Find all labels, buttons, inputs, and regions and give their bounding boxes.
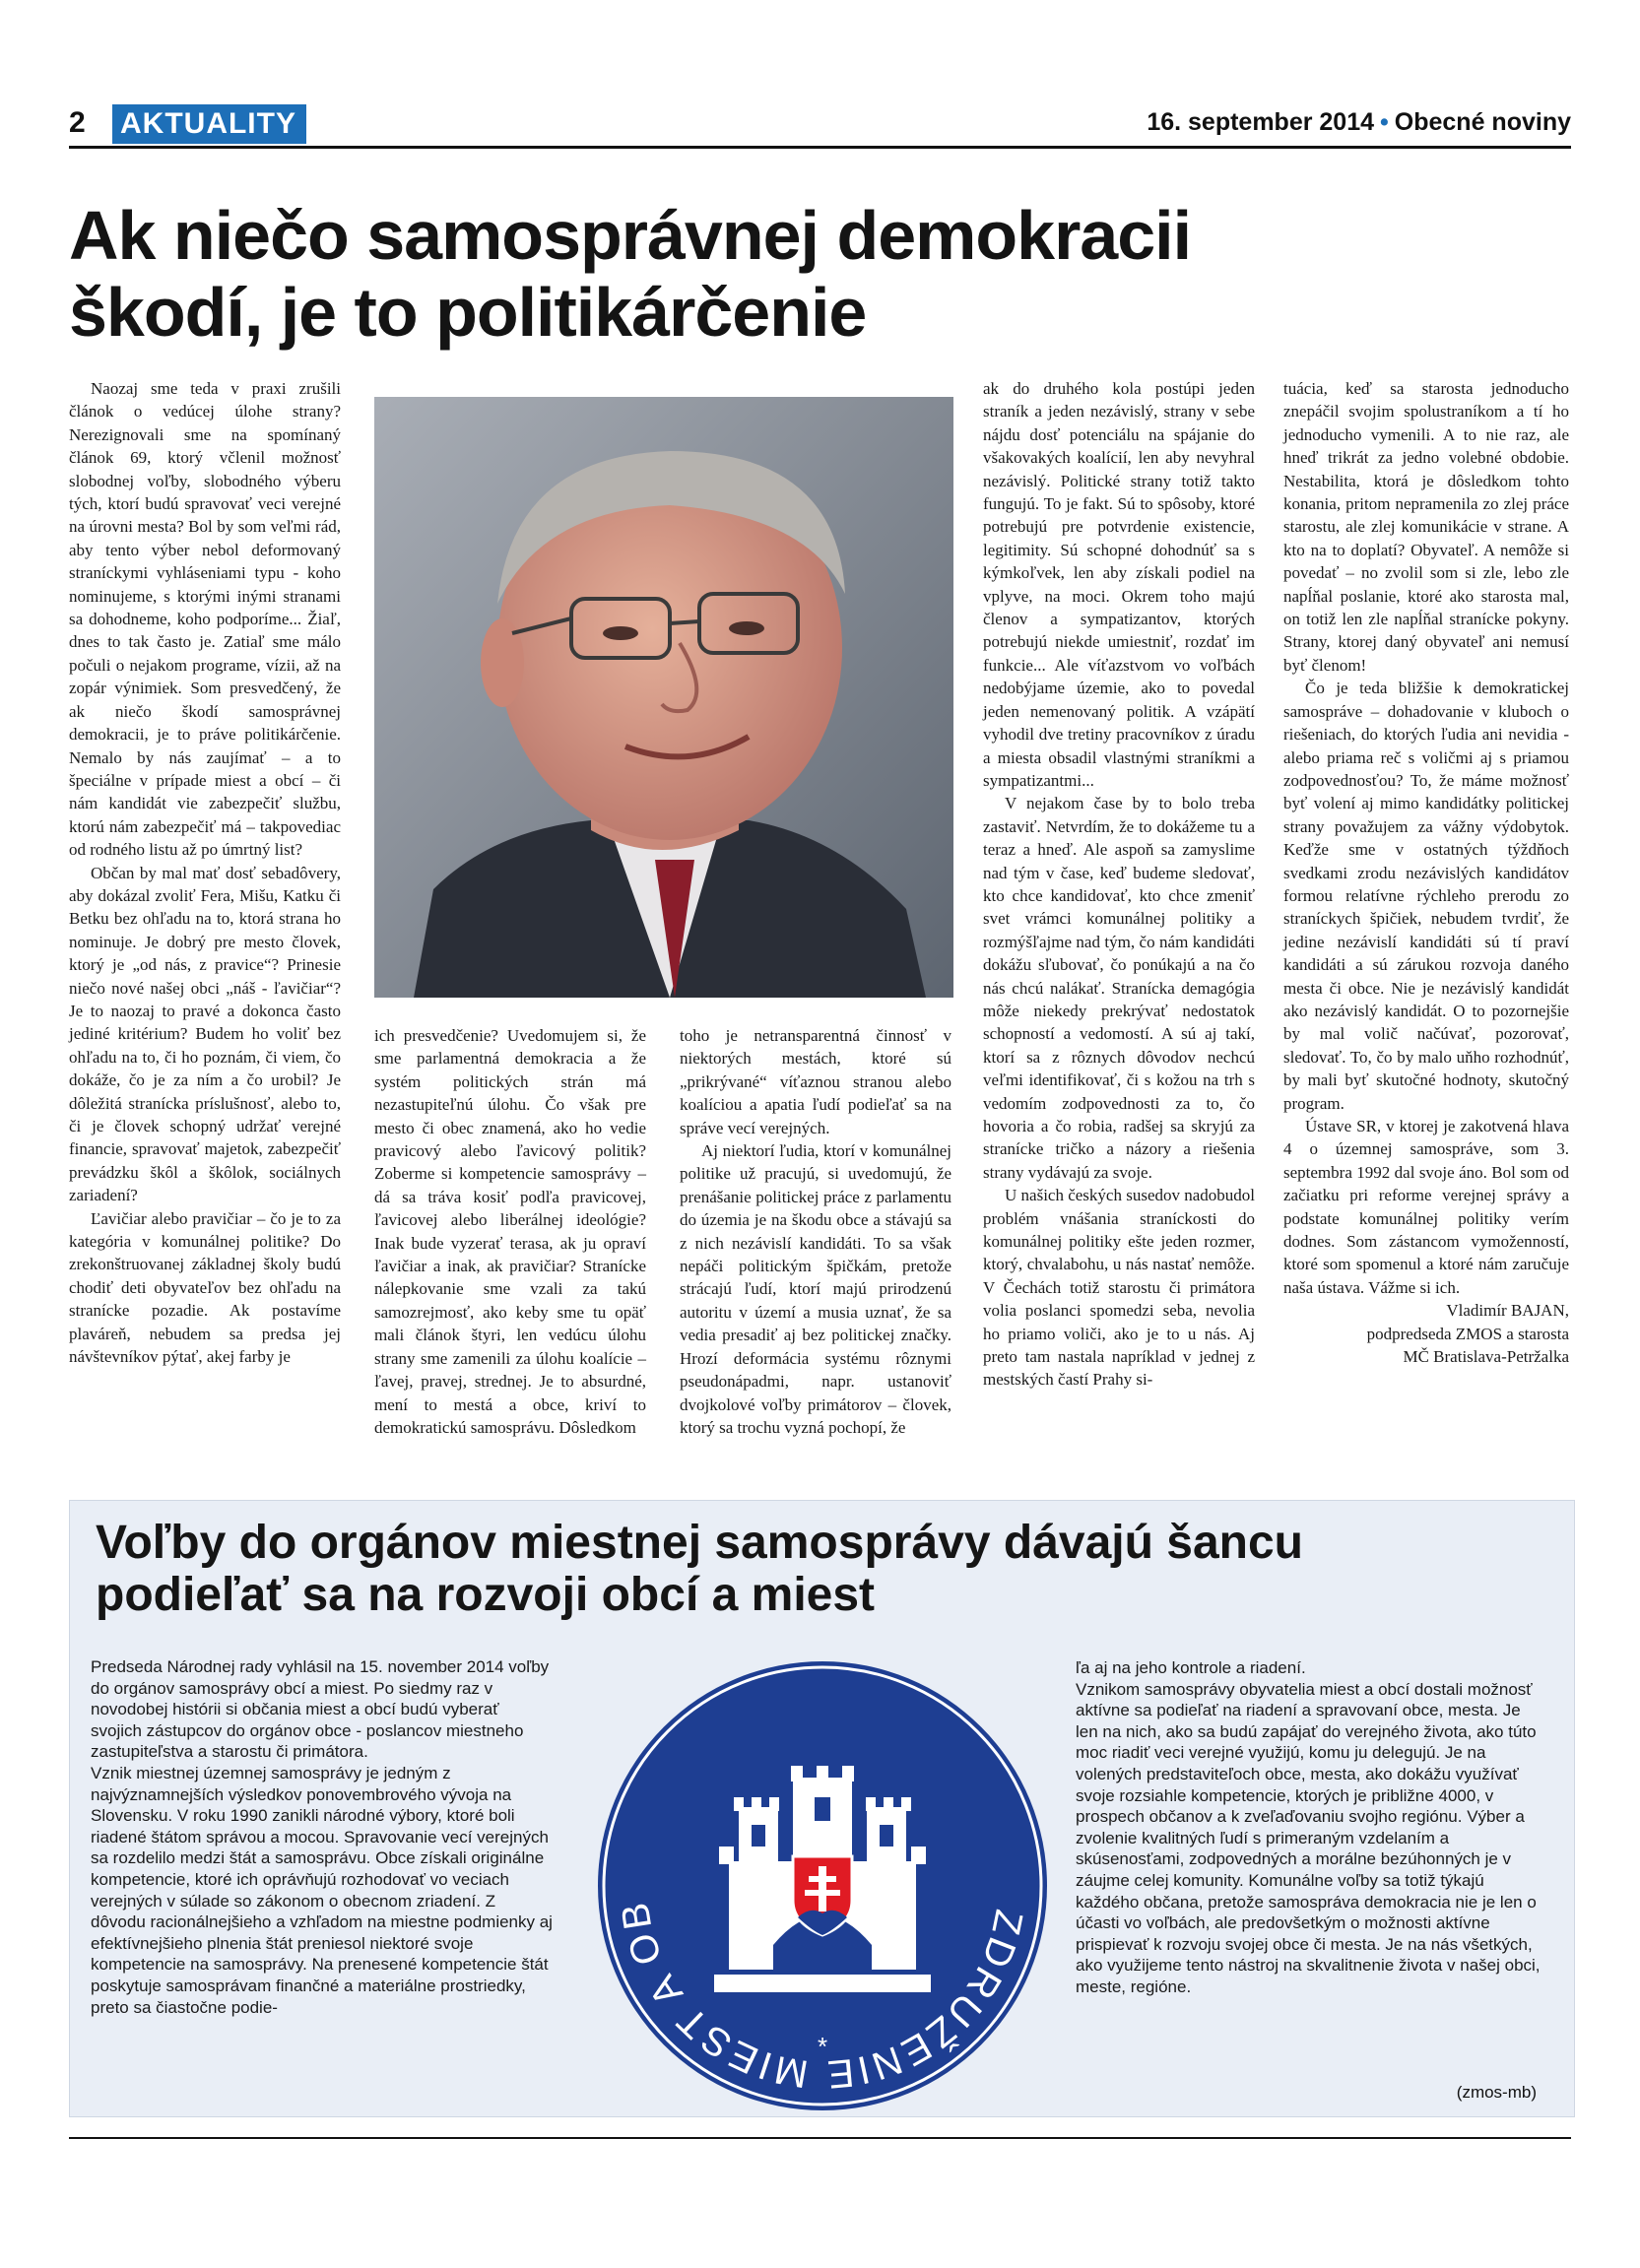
headline-line-2: škodí, je to politikárčenie <box>69 274 867 351</box>
box-paragraph: Vznik miestnej územnej samosprávy je jedným z najvýznamnejších výsledkov ponovembrového vývoja na Slovensku. V roku 1990 zanikli národné výbory, ktoré boli riadené štátom správou a mocou. Spravovanie vecí verejných sa rozdelilo medzi štát a samosprávu. Obce získali originálne kompetencie, ktoré ich oprávňujú rozhodovať vo veciach verejných v súlade so zákonom o obecnom zriadení. Z dôvodu racionálnejšieho a vzhľadom na miestne podmienky aj efektívnejšieho plnenia štát preniesol niektoré svoje kompetencie na samosprávy. Na prenesené kompetencie štát poskytuje samosprávam finančné a materiálne prostriedky, preto sa čiastočne podie- <box>91 1763 553 2017</box>
box-credit: (zmos-mb) <box>1456 2083 1537 2102</box>
logo-ring-text: ZDRUŽENIE MIEST A OB <box>613 1897 1031 2097</box>
box-headline-line-2: podieľať sa na rozvoji obcí a miest <box>96 1569 876 1621</box>
article-paragraph: Aj niektorí ľudia, ktorí v komunálnej politike už pracujú, si uvedomujú, že prenášanie politickej práce z parlamentu do územia je na škodu obce a stávajú sa z nich nezávislí kandidáti. To sa však nepáči politickým špičkám, pretože strácajú ľudí, ktorí majú prirodzenú autoritu v území a musia uznať, že sa vedia presadiť aj bez politickej značky. Hrozí deformácia systému rôznymi pseudonápadmi, napr. ustanoviť dvojkolové voľby primátorov – človek, ktorý sa trochu vyzná pochopí, že <box>680 1141 951 1437</box>
box-paragraph: Predseda Národnej rady vyhlásil na 15. november 2014 voľby do orgánov samosprávy obcí a miest. Po siedmy raz v novodobej histórii si občania miest a obcí budú vyberať svojich zástupcov do orgánov obce - poslancov miestneho zastupiteľstva a starostu či primátora. <box>91 1657 550 1762</box>
section-label: AKTUALITY <box>112 104 306 144</box>
article-headline <box>69 197 1586 351</box>
article-paragraph: toho je netransparentná činnosť v niektorých mestách, ktoré sú „prikrývané“ víťaznou stranou alebo koalíciou a apatia ľudí podieľať sa na správe vecí verejných. <box>680 1026 951 1137</box>
article-paragraph: U našich českých susedov nadobudol problém vnášania straníckosti do komunálnej politiky ešte jeden rozmer, ktorý, chvalabohu, u nás nastať nemôže. V Čechách totiž starostu či primátora volia poslanci spomedzi seba, nevolia ho priamo voliči, ako je to u nás. Aj preto tam nastala napríklad v jednej z mestských častí Prahy si- <box>983 1186 1256 1390</box>
zmos-logo <box>596 1659 1049 2112</box>
author-place: MČ Bratislava-Petržalka <box>1403 1347 1569 1367</box>
box-headline-line-1: Voľby do orgánov miestnej samosprávy dávajú šancu <box>96 1517 1303 1569</box>
issue-meta <box>1147 108 1571 137</box>
box-column-1 <box>91 1656 554 2018</box>
meta-separator: • <box>1380 108 1389 136</box>
portrait-illustration <box>374 397 953 998</box>
box-paragraph: ľa aj na jeho kontrole a riadení. <box>1076 1658 1306 1677</box>
article-column-3 <box>680 1024 951 1439</box>
article-column-4 <box>983 377 1255 1392</box>
logo-star: * <box>817 2032 828 2061</box>
article-column-2 <box>374 1024 646 1439</box>
issue-date: 16. september 2014 <box>1147 108 1375 136</box>
article-paragraph: Čo je teda bližšie k demokratickej samospráve – dohadovanie v kluboch o riešeniach, do ktorých ľudia ani nevidia - alebo priama reč s voličmi aj s priamou zodpovednosťou? To, že máme možnosť byť volení aj mimo kandidátky politickej strany považujem za vážny výdobytok. Keďže sme v ostatných týždňoch svedkami zrodu nezávislých kandidátov formou relatívne rýchleho prerodu zo straníckych špičiek, nebudem tvrdiť, že jedine nezávislí kandidáti sú tí praví kandidáti a sú zárukou rozvoja daného mesta či obce. Nie je nezávislý kandidát ako nezávislý kandidát. O to pozornejšie by mal volič načúvať, pozorovať, sledovať. To, čo by malo uňho rozhodnúť, by mali byť skutočné hodnoty, skutočný program. <box>1283 679 1569 1113</box>
article-paragraph: ich presvedčenie? Uvedomujem si, že sme parlamentná demokracia a že systém politických strán má nezastupiteľnú úlohu. Čo však pre mesto či obec znamená, ako ho vedie pravicový alebo ľavicový politik? Zoberme si kompetencie samosprávy – dá sa tráva kosiť podľa pravicovej, ľavicovej alebo liberálnej ideológie? Inak bude vyzerať terasa, ak ju opraví ľavičiar a inak, ak pravičiar? Stranícke nálepkovanie sme vzali za takú samozrejmosť, ako keby sme tu opäť mali článok štyri, len vedúcu úlohu strany sme zamenili za úlohu koalície – ľavej, pravej, strednej. Je to absurdné, mení to mestá a obce, kriví to demokratickú samosprávu. Dôsledkom <box>374 1026 646 1437</box>
article-paragraph: Ľavičiar alebo pravičiar – čo je to za kategória v komunálnej politike? Do zrekonštruovanej základnej školy budú chodiť deti obyvateľov bez ohľadu na stranícke pozadie. Ak postavíme plaváreň, nebudem sa predsa jej návštevníkov pýtať, akej farby je <box>69 1208 341 1367</box>
publication-name: Obecné noviny <box>1394 108 1571 136</box>
author-role: podpredseda ZMOS a starosta <box>1366 1324 1569 1343</box>
article-paragraph: ak do druhého kola postúpi jeden straník a jeden nezávislý, strany v sebe nájdu dosť potenciálu na spájanie do všakovakých koalícií, len aby nevyhral nezávislý. Politické strany totiž takto fungujú. To je fakt. Sú to spôsoby, ktoré potrebujú pre potvrdenie existencie, legitimity. Sú schopné dohodnúť sa s kýmkoľvek, len aby získali podiel na vplyve, na moci. Okrem toho majú členov a sympatizantov, ktorých potrebujú niekde umiestniť, rozdať im funkcie... Ale víťazstvom vo voľbách nedobýjame územie, ako to povedal jeden nemenovaný politik. A vzápätí vyhodil dve tretiny pracovníkov z úradu a miesta obsadil vlastnými straníkmi a sympatizantmi... <box>983 379 1255 790</box>
article-column-1 <box>69 377 341 1368</box>
article-paragraph: Občan by mal mať dosť sebadôvery, aby dokázal zvoliť Fera, Mišu, Katku či Betku bez ohľadu na to, ktorá strana ho nominuje. Je dobrý pre mesto človek, ktorý je „od nás, z pravice“? Prinesie niečo nové našej obci „náš - ľavičiar“? Je to naozaj to pravé a dokonca často jediné kritérium? Budem ho voliť bez ohľadu na to, či ho poznám, či viem, čo dokáže, čo je za ním a čo urobil? Je dôležitá stranícka príslušnosť, alebo to, či je človek schopný udržať verejné financie, spravovať majetok, zabezpečiť prevádzku škôl a škôlok, sociálnych zariadení? <box>69 863 341 1205</box>
headline-line-1: Ak niečo samosprávnej demokracii <box>69 197 1192 274</box>
article-paragraph: Ústave SR, v ktorej je zakotvená hlava 4 o územnej samospráve, som 3. septembra 1992 dal svoje áno. Bol som od začiatku pri reforme verejnej správy a podstate komunálnej politiky verím dodnes. Som zástancom vymoženností, ktoré som spomenul a ktoré nám zaručuje naša ústava. Vážme si ich. <box>1283 1117 1569 1297</box>
article-paragraph: V nejakom čase by to bolo treba zastaviť. Netvrdím, že to dokážeme tu a teraz a hneď. Ale aspoň sa zamyslime nad tým v čase, keď budeme sledovať, kto chce kandidovať, kto chce zmeniť svet vrámci komunálnej politiky a rozmýšľajme nad tým, čo nám kandidáti dokážu sľubovať, čo ponúkajú a na čo nás chcú nalákať. Stranícka demagógia môže niekedy prekrývať nedostatok schopností a vedomostí. A sú aj takí, ktorí sa z rôznych dôvodov nechcú veľmi identifikovať, či s kožou na trh s vedomím zodpovednosti za to, čo hovoria a čo robia, radšej sa skryjú za stranícke tričko a názory a riešenia strany vydávajú za svoje. <box>983 794 1255 1182</box>
author-name: Vladimír BAJAN, <box>1446 1301 1569 1321</box>
box-paragraph: Vznikom samosprávy obyvatelia miest a obcí dostali možnosť aktívne sa podieľať na riadení a spravovaní obce, mesta. Je len na nich, ako sa budú zapájať do verejného života, ako túto moc riadiť veci verejné využijú, komu ju delegujú. Je na volených predstaviteľoch obce, mesta, ako dokážu využívať svoje rozsiahle kompetencie, ktorých je približne 4000, v prospech občanov a k zveľaďovaniu svojho regiónu. Výber a zvolenie kvalitných ľudí s primeraným vzdelaním a skúsenosťami, zodpovedných a morálne bezúhonných je v záujme celej komunity. Komunálne voľby sa totiž týkajú každého občana, pretože samospráva demokracia nie je len o účasti vo voľbách, ale predovšetkým o možnosti aktívne prispievať k rozvoju svojej obce či mesta. Je na nás všetkých, ako využijeme tento nástroj na skvalitnenie života v našej obci, meste, regióne. <box>1076 1679 1541 1996</box>
box-headline <box>96 1517 1553 1621</box>
article-column-5 <box>1283 377 1569 1368</box>
article-paragraph: tuácia, keď sa starosta jednoducho znepáčil svojim spolustraníkom a tí ho jednoducho vymenili. A to nie raz, ale hneď trikrát za jedno volebné obdobie. Nestabilita, ktorá je dôsledkom tohto konania, pritom nepramenila zo zlej práce starostu, ale zlej komunikácie v strane. A kto na to doplatí? Obyvateľ. A nemôže si povedať – no zvolil som si zle, lebo zle napĺňal poslanie, ktoré ako starosta mal, on totiž len zle napĺňal stranícke pokyny. Strany, ktorej daný obyvateľ ani nemusí byť členom! <box>1283 379 1569 675</box>
header-rule <box>69 146 1571 149</box>
author-photo <box>374 397 953 998</box>
page-number: 2 <box>69 106 86 139</box>
footer-rule <box>69 2137 1571 2139</box>
box-column-2 <box>1076 1657 1541 1998</box>
article-paragraph: Naozaj sme teda v praxi zrušili článok o vedúcej úlohe strany? Nerezignovali sme na spomínaný článok 69, ktorý včlenil možnosť slobodnej voľby, slobodného výberu tých, ktorí budú spravovať veci verejné na úrovni mesta? Bol by som veľmi rád, aby tento výber nebol deformovaný straníckymi vyhláseniami typu - koho nominujeme, s ktorými inými stranami sa dohodneme, koho podporíme... Žiaľ, dnes to tak často je. Zatiaľ sme málo počuli o nejakom programe, vízii, až na zopár výnimiek. Som presvedčený, že ak niečo škodí samosprávnej demokracii, je to práve politikárčenie. Nemalo by nás zaujímať – a to špeciálne v prípade miest a obcí – či nám kandidát vie zabezpečiť službu, ktorú nám zabezpečiť má – takpovediac od rodného listu až po úmrtný list? <box>69 379 341 860</box>
